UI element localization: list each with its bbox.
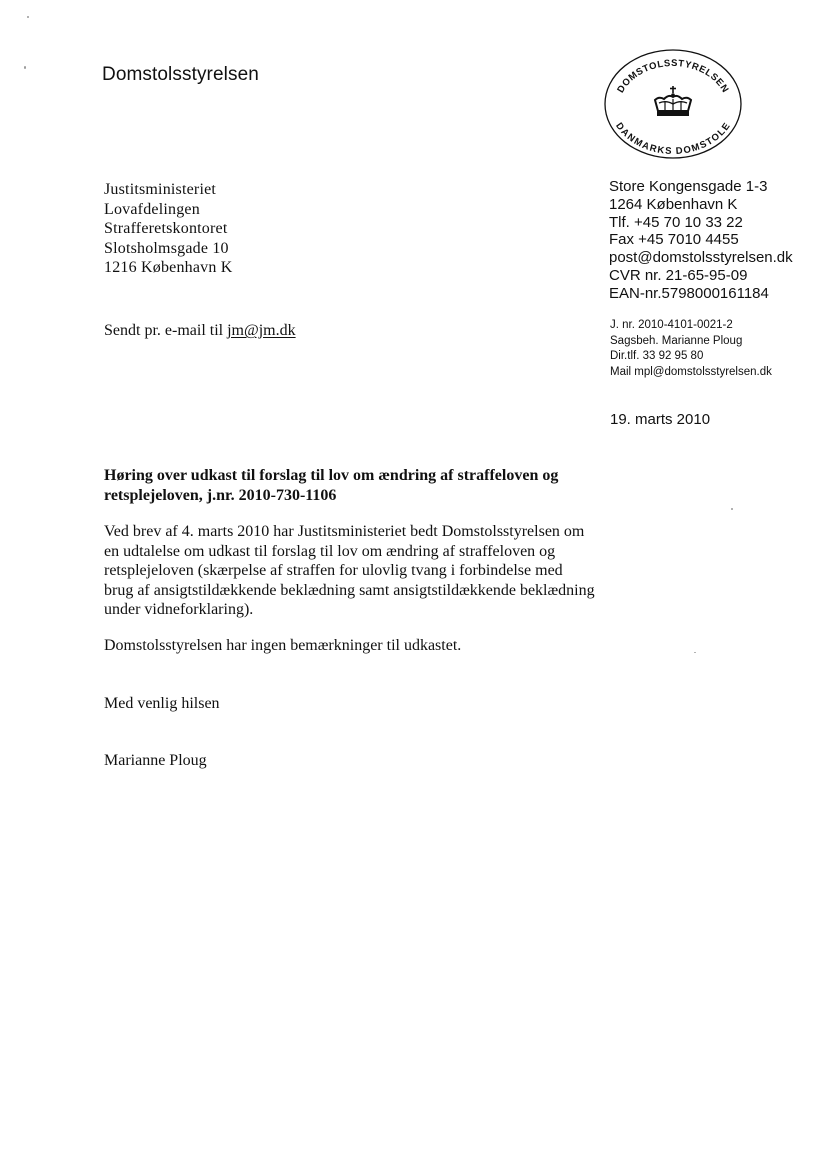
sender-fax: Fax +45 7010 4455 <box>609 231 739 249</box>
body-line: en udtalelse om udkast til forslag til lov om ændring af straffeloven og <box>104 542 556 560</box>
case-direct-phone: Dir.tlf. 33 92 95 80 <box>610 350 704 362</box>
case-mail: Mail mpl@domstolsstyrelsen.dk <box>610 365 772 378</box>
seal-top-text: DOMSTOLSSTYRELSEN <box>615 57 731 95</box>
sender-street: Store Kongensgade 1-3 <box>609 178 768 195</box>
seal-bottom-text: DANMARKS DOMSTOLE <box>612 120 734 158</box>
sender-cvr: CVR nr. 21-65-95-09 <box>609 266 748 284</box>
case-info-block <box>610 318 772 380</box>
seal-logo <box>603 48 743 160</box>
body-line: retsplejeloven (skærpelse af straffen for ulovlig tvang i forbindelse med <box>104 562 563 580</box>
sender-city: 1264 København K <box>609 195 738 213</box>
subject-line: retsplejeloven, j.nr. 2010-730-1106 <box>104 486 337 504</box>
scan-speck <box>24 66 26 69</box>
case-handler: Sagsbeh. Marianne Ploug <box>610 334 743 347</box>
sender-email: post@domstolsstyrelsen.dk <box>609 249 793 267</box>
body-paragraph-1 <box>104 522 634 620</box>
sent-by-email-line <box>104 322 296 340</box>
closing-greeting: Med venlig hilsen <box>104 695 220 712</box>
recipient-line: 1216 København K <box>104 259 233 277</box>
body-line: under vidneforklaring). <box>104 601 254 619</box>
body-paragraph-2: Domstolsstyrelsen har ingen bemærkninger til udkastet. <box>104 637 462 654</box>
sender-contact-block <box>609 178 793 303</box>
recipient-line: Slotsholmsgade 10 <box>104 239 229 257</box>
scan-speck <box>731 508 733 510</box>
recipient-line: Lovafdelingen <box>104 200 200 218</box>
body-line: Ved brev af 4. marts 2010 har Justitsministeriet bedt Domstolsstyrelsen om <box>104 523 585 540</box>
recipient-line: Strafferetskontoret <box>104 220 228 238</box>
sender-phone: Tlf. +45 70 10 33 22 <box>609 213 743 231</box>
sent-by-email-label: Sendt pr. e-mail til <box>104 322 228 339</box>
crown-icon <box>655 86 691 116</box>
organization-title: Domstolsstyrelsen <box>102 64 259 85</box>
scan-speck <box>27 16 29 18</box>
sender-ean: EAN-nr.5798000161184 <box>609 284 769 302</box>
letter-date: 19. marts 2010 <box>610 411 711 428</box>
case-number: J. nr. 2010-4101-0021-2 <box>610 319 733 331</box>
recipient-address <box>104 180 233 278</box>
letter-subject <box>104 466 624 505</box>
body-line: brug af ansigtstildækkende beklædning samt ansigtstildækkende beklædning <box>104 581 595 599</box>
signature-name: Marianne Ploug <box>104 752 207 769</box>
scan-speck <box>694 652 696 653</box>
recipient-email-link[interactable]: jm@jm.dk <box>227 322 296 339</box>
recipient-line: Justitsministeriet <box>104 181 217 198</box>
subject-line: Høring over udkast til forslag til lov om ændring af straffeloven og <box>104 467 559 484</box>
